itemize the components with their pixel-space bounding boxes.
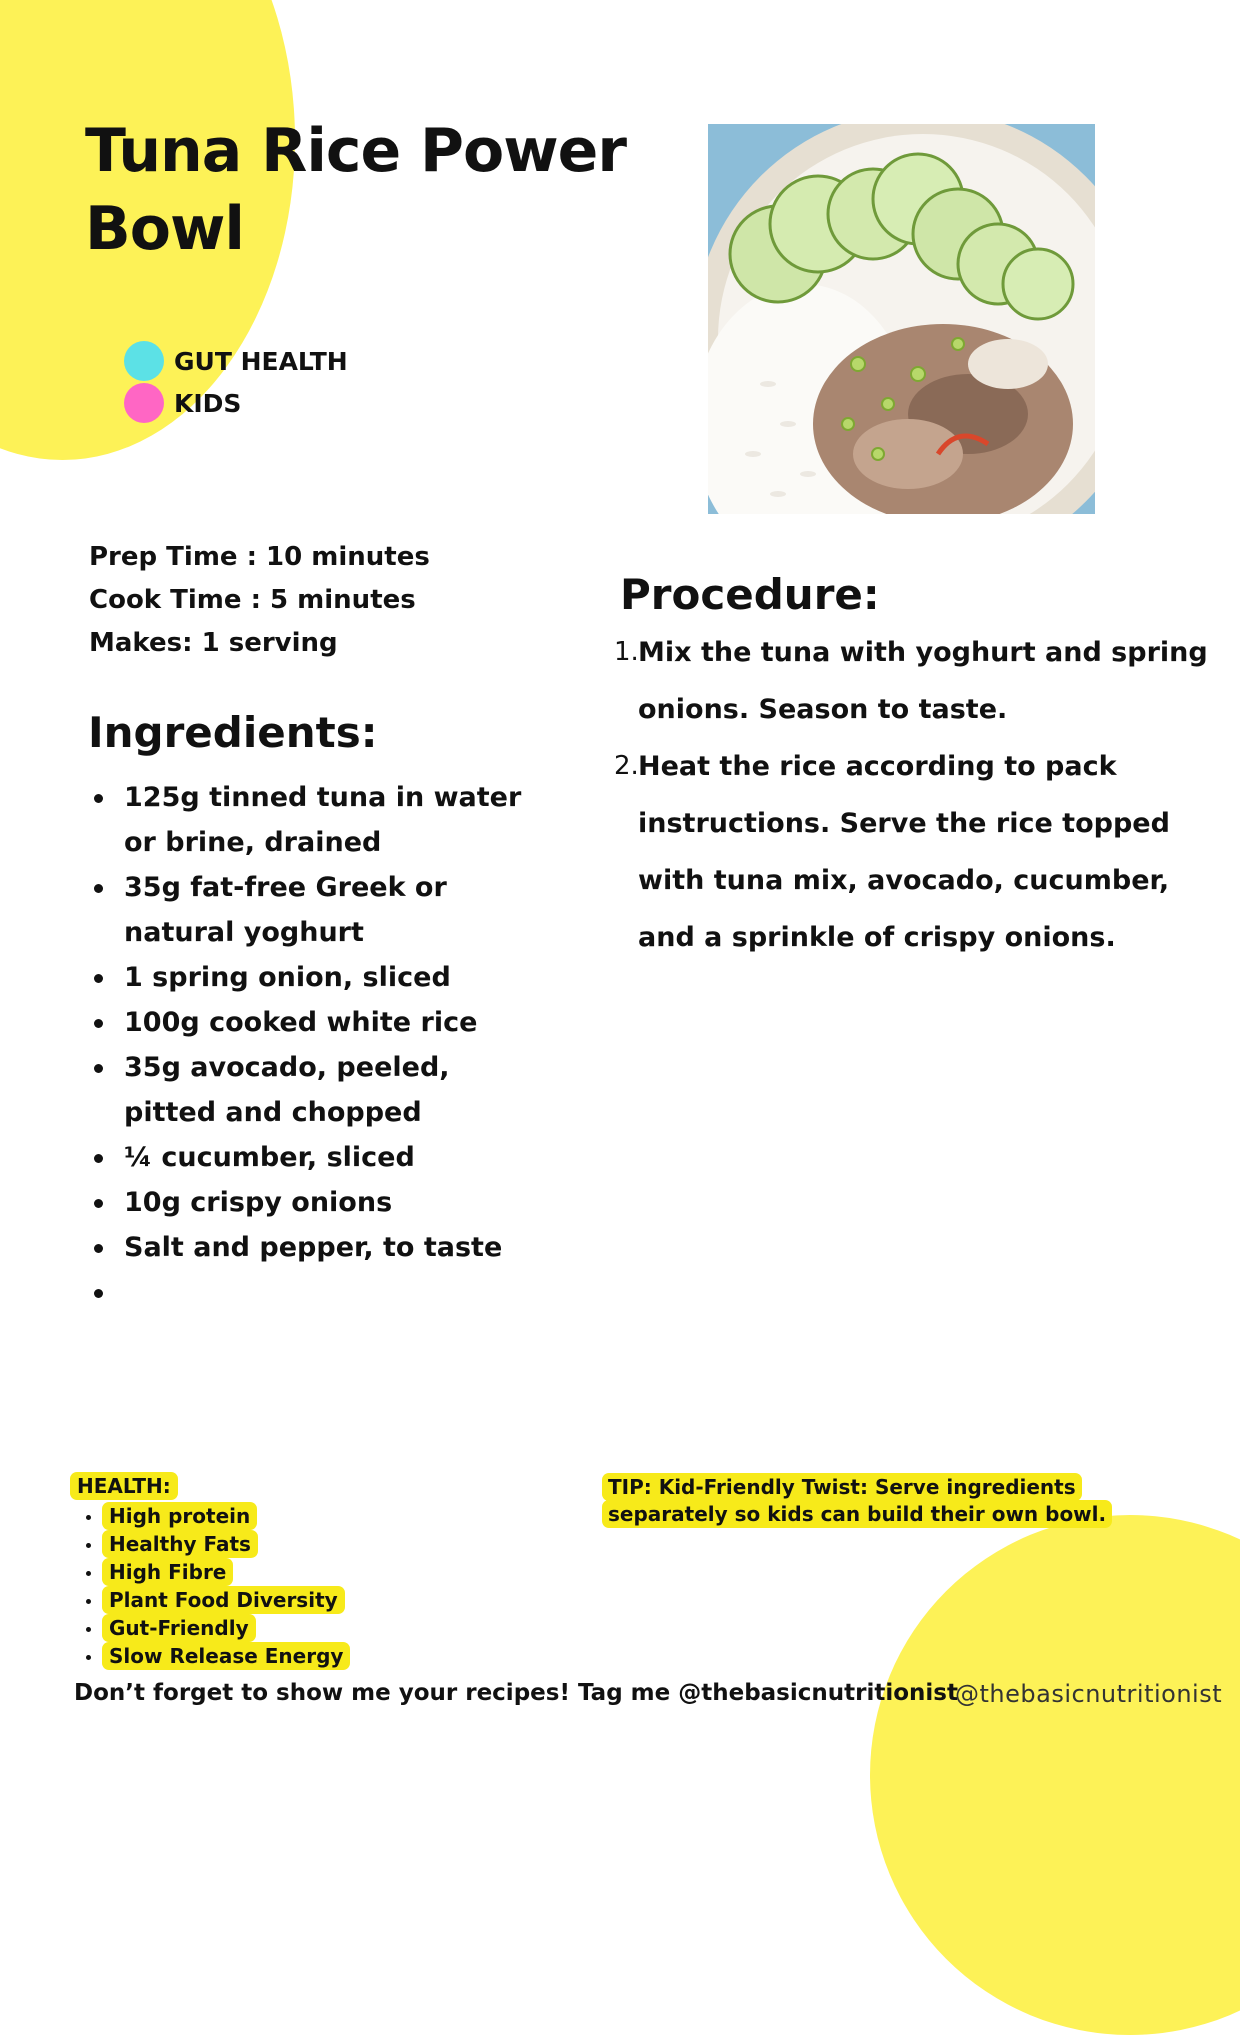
ingredient-item: Salt and pepper, to taste bbox=[124, 1225, 544, 1270]
social-handle: @thebasicnutritionist bbox=[955, 1680, 1223, 1708]
procedure-step bbox=[614, 624, 1214, 738]
tag-kids bbox=[124, 382, 348, 424]
ingredient-item: 35g avocado, peeled, pitted and chopped bbox=[124, 1045, 544, 1135]
health-heading bbox=[70, 1474, 178, 1498]
decorative-circle-bottom bbox=[870, 1515, 1240, 2035]
procedure-step bbox=[614, 738, 1214, 966]
health-item bbox=[82, 1502, 350, 1530]
step-number: 1. bbox=[614, 637, 639, 667]
step-number: 2. bbox=[614, 751, 639, 781]
ingredient-item bbox=[124, 1270, 544, 1315]
step-text: Mix the tuna with yoghurt and spring onions. Season to taste. bbox=[638, 637, 1208, 725]
tag-gut-health bbox=[124, 340, 348, 382]
health-benefits-list bbox=[82, 1502, 350, 1670]
health-heading-label: HEALTH: bbox=[70, 1472, 178, 1500]
health-item bbox=[82, 1642, 350, 1670]
health-item-label: Healthy Fats bbox=[102, 1530, 258, 1558]
procedure-list bbox=[614, 624, 1214, 966]
health-item-label: Gut-Friendly bbox=[102, 1614, 256, 1642]
procedure-heading: Procedure: bbox=[620, 570, 880, 619]
tag-label: GUT HEALTH bbox=[174, 346, 348, 376]
health-item bbox=[82, 1530, 350, 1558]
ingredients-list bbox=[124, 775, 544, 1315]
ingredients-heading: Ingredients: bbox=[88, 708, 378, 757]
bowl-photo bbox=[708, 124, 1095, 514]
cook-time: Cook Time : 5 minutes bbox=[89, 585, 416, 615]
step-text: Heat the rice according to pack instructions. Serve the rice topped with tuna mix, avocado, cucumber, and a sprinkle of crispy onions. bbox=[638, 751, 1170, 953]
servings: Makes: 1 serving bbox=[89, 628, 338, 658]
tag-label: KIDS bbox=[174, 388, 242, 418]
ingredient-item: 1 spring onion, sliced bbox=[124, 955, 544, 1000]
health-item-label: Plant Food Diversity bbox=[102, 1586, 345, 1614]
pink-dot-icon bbox=[124, 383, 164, 423]
health-item bbox=[82, 1558, 350, 1586]
ingredient-item: 100g cooked white rice bbox=[124, 1000, 544, 1045]
tip-box bbox=[602, 1474, 1187, 1528]
recipe-title: Tuna Rice Power Bowl bbox=[85, 116, 626, 264]
tip-text: TIP: Kid-Friendly Twist: Serve ingredients separately so kids can build their own bowl. bbox=[602, 1473, 1112, 1528]
ingredient-item: 10g crispy onions bbox=[124, 1180, 544, 1225]
health-item bbox=[82, 1614, 350, 1642]
tag-list bbox=[124, 340, 348, 424]
health-item-label: High protein bbox=[102, 1502, 257, 1530]
cyan-dot-icon bbox=[124, 341, 164, 381]
ingredient-item: 35g fat-free Greek or natural yoghurt bbox=[124, 865, 544, 955]
recipe-meta bbox=[89, 536, 430, 665]
health-item bbox=[82, 1586, 350, 1614]
health-item-label: Slow Release Energy bbox=[102, 1642, 350, 1670]
footer-call-to-action: Don’t forget to show me your recipes! Tag me @thebasicnutritionist bbox=[74, 1680, 958, 1706]
ingredient-item: ¼ cucumber, sliced bbox=[124, 1135, 544, 1180]
prep-time: Prep Time : 10 minutes bbox=[89, 542, 430, 572]
ingredient-item: 125g tinned tuna in water or brine, drained bbox=[124, 775, 544, 865]
health-item-label: High Fibre bbox=[102, 1558, 233, 1586]
tuna-bowl-illustration bbox=[708, 124, 1095, 514]
